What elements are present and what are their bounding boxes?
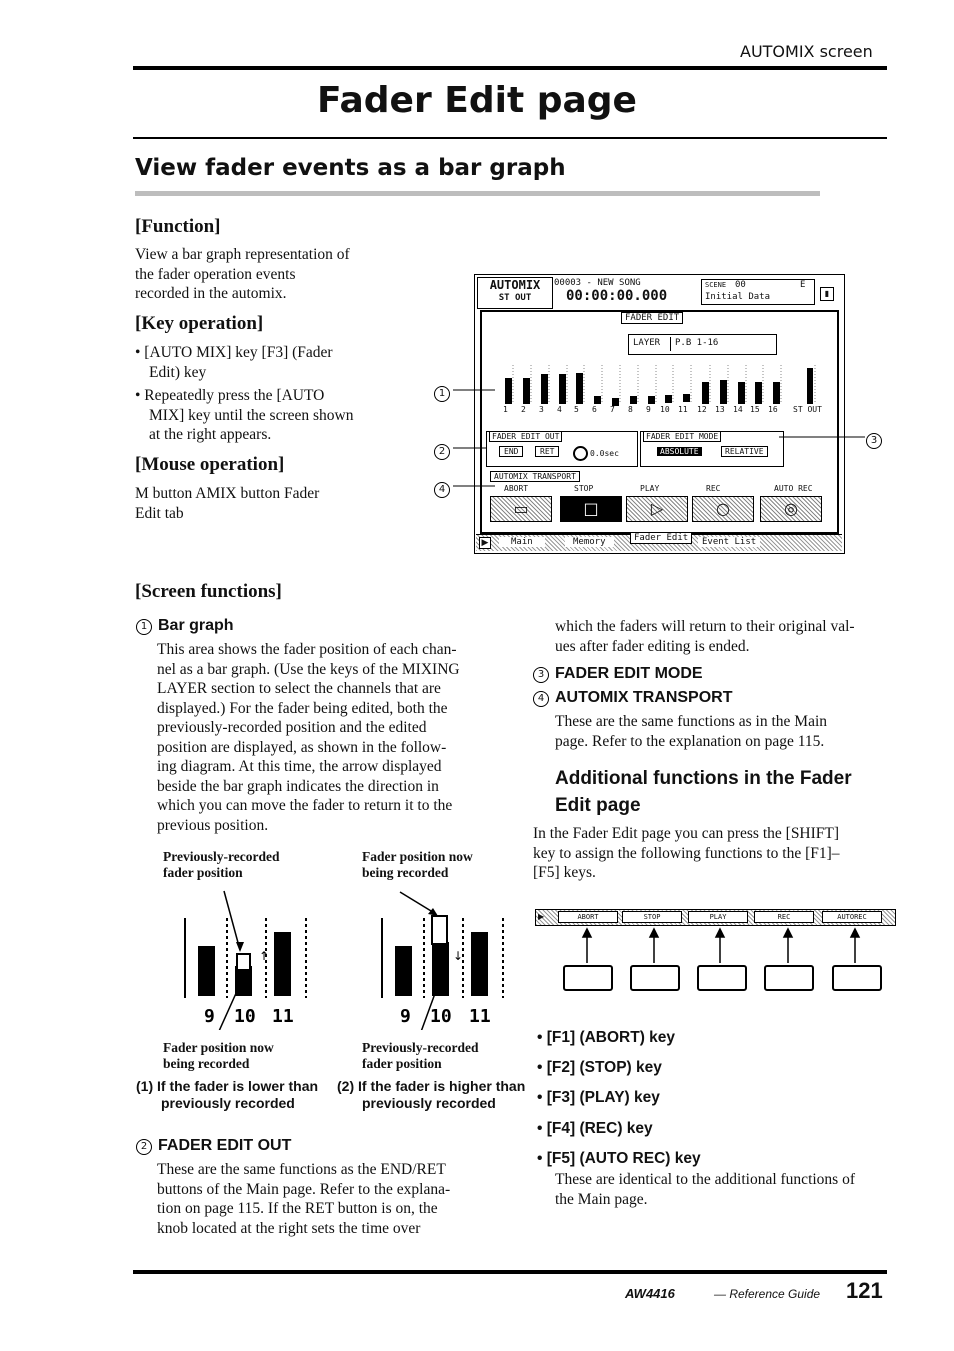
channel-label: 2 — [521, 405, 526, 414]
mouse-operation-heading: [Mouse operation] — [135, 454, 285, 475]
channel-label: 7 — [610, 405, 615, 414]
function-key-label: STOP — [622, 911, 682, 923]
title-rule — [133, 137, 887, 139]
bar-graph-line: nel as a bar graph. (Use the keys of the MIXING — [157, 660, 460, 678]
bar-graph-line: previously-recorded position and the edited — [157, 719, 427, 736]
channel-label: 11 — [678, 405, 688, 414]
transport-label: AUTO REC — [774, 484, 813, 493]
function-key-arrows — [535, 925, 895, 970]
function-text: View a bar graph representation of the fader operation events recorded in the automix. — [135, 246, 350, 302]
channel-label: 8 — [628, 405, 633, 414]
section-label: AUTOMIX screen — [740, 42, 873, 61]
top-rule — [133, 66, 887, 70]
key-operation-bullet-2: • Repeatedly press the [AUTO MIX] key until the screen shown at the right appears. — [135, 387, 354, 443]
channel-label: 3 — [539, 405, 544, 414]
function-heading: [Function] — [135, 216, 221, 237]
rec-icon: ○ — [716, 499, 730, 518]
tab-event-list[interactable]: Event List — [698, 537, 760, 547]
diagram-right-top-label: Fader position now being recorded — [362, 849, 473, 880]
screen-functions-heading: [Screen functions] — [135, 581, 282, 602]
bar-graph-line: displayed.) For the fader being edited, both the — [157, 699, 448, 717]
transport-label: STOP — [574, 484, 594, 493]
channel-label: 4 — [557, 405, 562, 414]
svg-text:11: 11 — [272, 1006, 294, 1027]
bar-graph-line: This area shows the fader position of each chan- — [157, 641, 457, 658]
callout-4: 4 — [434, 478, 456, 498]
svg-text:10: 10 — [234, 1006, 256, 1027]
automix-transport-label: AUTOMIX TRANSPORT — [490, 471, 580, 482]
key-operation-heading: [Key operation] — [135, 313, 264, 334]
play-icon: ▷ — [650, 499, 664, 518]
end-button[interactable]: END — [499, 446, 523, 457]
auto-rec-icon: ◎ — [784, 499, 798, 518]
tab-main[interactable]: Main — [499, 537, 545, 547]
bar-graph-line: previous position. — [157, 816, 269, 834]
automix-transport-subheading: 4 AUTOMIX TRANSPORT — [533, 689, 732, 707]
scene-box: SCENE 00 E Initial Data — [701, 279, 815, 305]
channel-label: 1 — [503, 405, 508, 414]
mode-box: AUTOMIX ST OUT — [477, 277, 553, 309]
fader-edit-mode-subheading: 3 FADER EDIT MODE — [533, 665, 703, 683]
additional-functions-text: In the Fader Edit page you can press the [SHIFT] key to assign the following functions to the [F1]– [F5] keys. — [533, 825, 840, 881]
channel-label: 14 — [733, 405, 743, 414]
channel-label: 12 — [697, 405, 707, 414]
bar-graph-line: LAYER section to select the channels that are — [157, 680, 441, 697]
svg-text:9: 9 — [204, 1006, 215, 1027]
page-number: 121 — [846, 1278, 883, 1303]
channel-label: 5 — [574, 405, 579, 414]
tab-memory[interactable]: Memory — [565, 537, 614, 547]
transport-label: PLAY — [640, 484, 660, 493]
keys-note: These are identical to the additional functions of the Main page. — [555, 1171, 855, 1208]
fader-edit-label: FADER EDIT — [621, 312, 683, 324]
strip-play-icon: ▶ — [538, 912, 545, 921]
diagram-caption-1: (1) If the fader is lower than previously recorded — [136, 1078, 319, 1111]
channel-label: 15 — [750, 405, 760, 414]
diagram-left-bottom-label: Fader position now being recorded — [163, 1040, 274, 1071]
channel-label: ST OUT — [793, 405, 822, 414]
callout-2: 2 — [434, 440, 456, 460]
key-operation-bullet-1: • [AUTO MIX] key [F3] (Fader Edit) key — [135, 344, 333, 381]
fader-edit-out-box: FADER EDIT OUT END RET 0.0sec — [486, 431, 638, 467]
abort-icon: ▭ — [513, 499, 529, 518]
key-list: • [F1] (ABORT) key • [F2] (STOP) key • [F3] (PLAY) key • [F4] (REC) key • [F5] (AUTO REC) key — [537, 1029, 701, 1167]
channel-label: 13 — [715, 405, 725, 414]
tab-bar — [476, 534, 842, 551]
product-logo: AW4416 — [625, 1286, 675, 1301]
function-key-label: PLAY — [688, 911, 748, 923]
additional-functions-heading: Additional functions in the Fader Edit page — [555, 768, 852, 816]
relative-button[interactable]: RELATIVE — [721, 446, 768, 457]
channel-label: 9 — [646, 405, 651, 414]
transport-label: REC — [706, 484, 721, 493]
fader-edit-out-subheading: 2 FADER EDIT OUT — [136, 1137, 291, 1155]
absolute-button[interactable]: ABSOLUTE — [657, 447, 702, 456]
fader-diagram — [160, 880, 530, 1030]
svg-text:11: 11 — [469, 1006, 491, 1027]
transport-label: ABORT — [504, 484, 529, 493]
footer-rule — [133, 1270, 887, 1274]
f4-key[interactable] — [764, 965, 814, 991]
callout-lines — [425, 375, 895, 505]
time-counter: 00:00:00.000 — [566, 288, 668, 304]
section-heading: View fader events as a bar graph — [135, 155, 566, 181]
fader-edit-out-continued: which the faders will return to their original val- ues after fader editing is ended. — [555, 618, 855, 655]
page-title: Fader Edit page — [317, 80, 637, 121]
layer-box[interactable]: LAYER P.B 1-16 — [628, 334, 777, 355]
transport-text: These are the same functions as in the Main page. Refer to the explanation on page 115. — [555, 713, 828, 750]
bar-graph-subheading: 1 Bar graph — [136, 617, 234, 635]
channel-label: 10 — [660, 405, 670, 414]
tab-fader-edit[interactable]: Fader Edit — [630, 532, 692, 544]
function-key-label: AUTOREC — [822, 911, 882, 923]
f3-key[interactable] — [697, 965, 747, 991]
svg-text:↑: ↑ — [259, 949, 270, 963]
f2-key[interactable] — [630, 965, 680, 991]
channel-label: 16 — [768, 405, 778, 414]
bar-graph-line: beside the bar graph indicates the direction in — [157, 777, 439, 795]
channel-label: 6 — [592, 405, 597, 414]
svg-text:9: 9 — [400, 1006, 411, 1027]
svg-text:10: 10 — [430, 1006, 452, 1027]
f1-key[interactable] — [563, 965, 613, 991]
fader-edit-mode-box: FADER EDIT MODE ABSOLUTE RELATIVE — [640, 431, 784, 467]
bar-graph-line: ing diagram. At this time, the arrow displayed — [157, 758, 442, 775]
svg-text:↓: ↓ — [453, 949, 464, 963]
scroll-icon[interactable]: ▮ — [820, 287, 834, 301]
bar-graph-text — [157, 640, 460, 835]
bar-graph-line: which you can move the fader to return it to the — [157, 797, 453, 814]
guide-label: — Reference Guide — [714, 1287, 821, 1301]
ret-button[interactable]: RET — [535, 446, 559, 457]
diagram-right-bottom-label: Previously-recorded fader position — [362, 1040, 479, 1071]
section-underline — [135, 191, 820, 196]
diagram-left-top-label: Previously-recorded fader position — [163, 849, 280, 880]
callout-1: 1 — [434, 382, 456, 402]
function-key-label: REC — [754, 911, 814, 923]
stop-icon: □ — [583, 499, 599, 518]
function-key-strip — [535, 909, 896, 926]
callout-3: 3 — [866, 429, 888, 449]
tab-scroll-icon[interactable]: ▶ — [479, 537, 491, 549]
mouse-operation-text: M button AMIX button Fader Edit tab — [135, 485, 320, 522]
f5-key[interactable] — [832, 965, 882, 991]
bar-graph-line: position are displayed, as shown in the follow- — [157, 738, 447, 756]
function-key-label: ABORT — [558, 911, 618, 923]
fader-edit-out-text: These are the same functions as the END/RET buttons of the Main page. Refer to the explana- tion on page 115. If the RET button is on, the knob located at the right sets the time over — [157, 1161, 451, 1237]
diagram-caption-2: (2) If the fader is higher than previously recorded — [337, 1078, 526, 1111]
song-name: 00003 - NEW SONG — [554, 278, 641, 288]
